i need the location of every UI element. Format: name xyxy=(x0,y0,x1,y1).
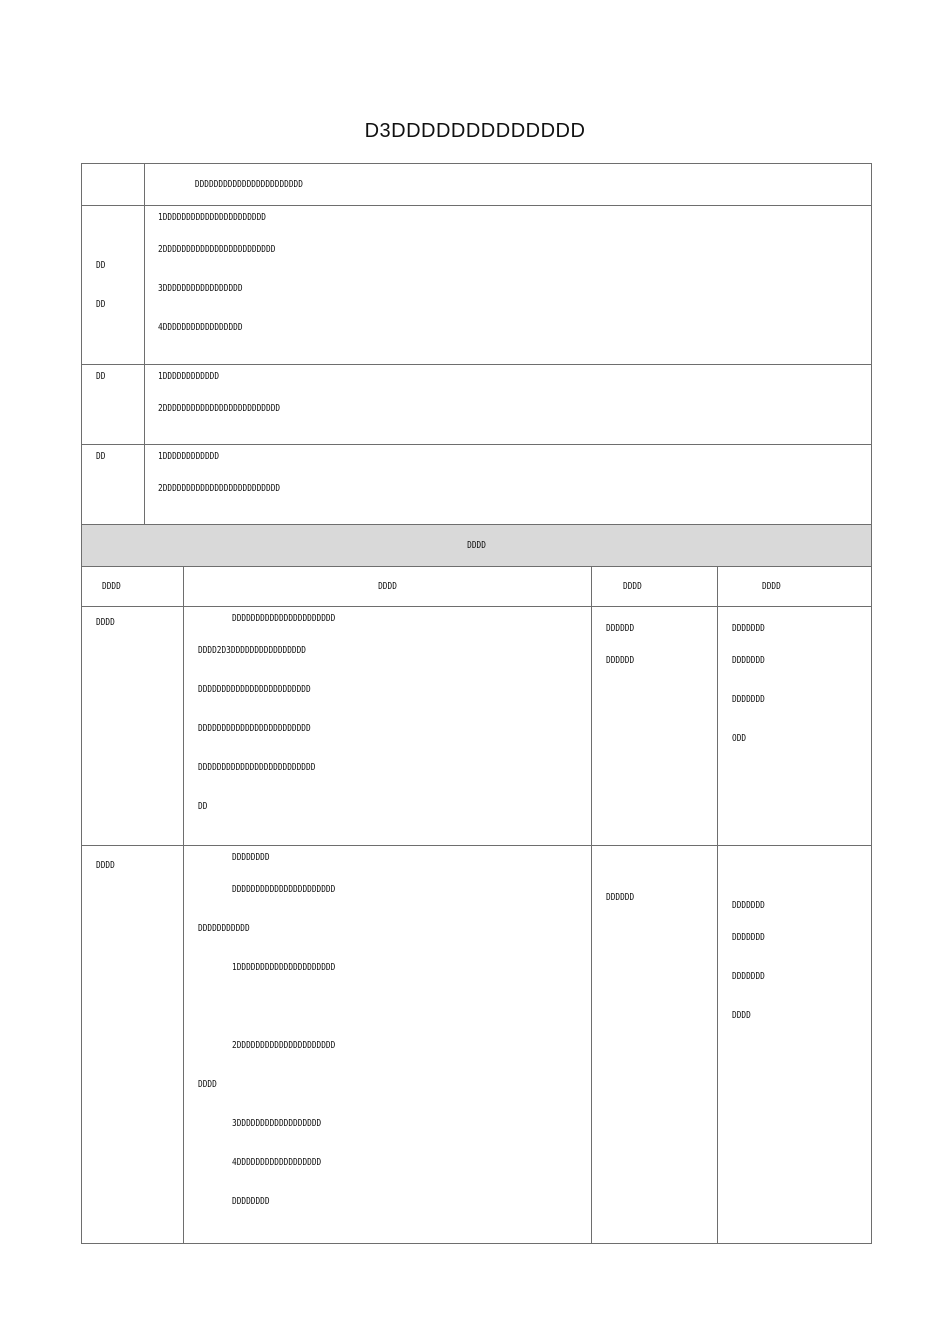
goal-item-1: 1DDDDDDDDDDDDDDDDDDDDDD xyxy=(158,212,267,223)
content-line: DDDD2D3DDDDDDDDDDDDDDDD xyxy=(198,644,307,656)
stage-label: DDDD xyxy=(96,617,115,628)
intent-line: DDDD xyxy=(732,1009,751,1021)
activity-line: DDDDDD xyxy=(606,892,635,903)
process-section-header: DDDD xyxy=(467,539,486,551)
intent-line: DDDDDDD xyxy=(732,931,765,943)
column-header-intent: DDDD xyxy=(762,580,781,592)
difficulty-1: 1DDDDDDDDDDDD xyxy=(158,451,220,462)
goals-label-1: DD xyxy=(96,259,106,271)
intent-line: DDDDDDD xyxy=(732,900,765,911)
goal-item-2: 2DDDDDDDDDDDDDDDDDDDDDDDD xyxy=(158,243,276,255)
intro-text: DDDDDDDDDDDDDDDDDDDDDDD xyxy=(194,178,303,190)
difficulty-2: 2DDDDDDDDDDDDDDDDDDDDDDDDD xyxy=(158,482,281,494)
column-header-stage: DDDD xyxy=(102,580,121,592)
teaching-process-table xyxy=(81,524,872,1244)
activity-line: DDDDDD xyxy=(606,623,635,634)
content-line: DDDDDDDDDDDDDDDDDDDDDD xyxy=(232,613,336,624)
table-row xyxy=(82,846,872,1244)
content-line: DDDDDDDDDDD xyxy=(198,922,250,934)
content-line: DDDDDDDDDDDDDDDDDDDDDDDD xyxy=(198,683,311,695)
intent-line: DDDDDDD xyxy=(732,693,765,705)
goals-label-2: DD xyxy=(96,298,106,310)
activity-line: DDDDDD xyxy=(606,654,635,666)
content-line: DDDDDDDD xyxy=(232,1195,270,1207)
content-line: DDDD xyxy=(198,1078,217,1090)
content-line: DDDDDDDDDDDDDDDDDDDDDDDDD xyxy=(198,761,316,773)
lesson-plan-sheet xyxy=(81,163,871,1244)
lesson-overview-table xyxy=(81,163,872,525)
content-line: 3DDDDDDDDDDDDDDDDDD xyxy=(232,1117,322,1129)
intent-line: ODD xyxy=(732,732,747,744)
content-line: DDDDDDDDDDDDDDDDDDDDDDDD xyxy=(198,722,311,734)
content-line: 2DDDDDDDDDDDDDDDDDDDDD xyxy=(232,1039,336,1051)
content-line: 4DDDDDDDDDDDDDDDDDD xyxy=(232,1156,322,1168)
column-header-activity: DDDD xyxy=(623,580,642,592)
key-point-2: 2DDDDDDDDDDDDDDDDDDDDDDDDD xyxy=(158,402,281,414)
intent-line: DDDDDDD xyxy=(732,970,765,982)
document-title: D3DDDDDDDDDDDDD xyxy=(364,120,586,142)
goal-item-3: 3DDDDDDDDDDDDDDDDD xyxy=(158,282,243,294)
content-line: DD xyxy=(198,800,208,812)
key-points-label: DD xyxy=(96,371,106,382)
key-point-1: 1DDDDDDDDDDDD xyxy=(158,371,220,382)
intent-line: DDDDDDD xyxy=(732,623,765,634)
goal-item-4: 4DDDDDDDDDDDDDDDDD xyxy=(158,321,243,333)
difficulties-label: DD xyxy=(96,451,106,462)
content-line: 1DDDDDDDDDDDDDDDDDDDDD xyxy=(232,961,336,973)
content-line: DDDDDDDD xyxy=(232,852,270,863)
content-line: DDDDDDDDDDDDDDDDDDDDDD xyxy=(232,883,336,895)
empty-label-cell xyxy=(82,164,145,206)
table-row xyxy=(82,607,872,846)
column-header-content: DDDD xyxy=(378,580,397,592)
intent-line: DDDDDDD xyxy=(732,654,765,666)
stage-label: DDDD xyxy=(96,860,115,871)
